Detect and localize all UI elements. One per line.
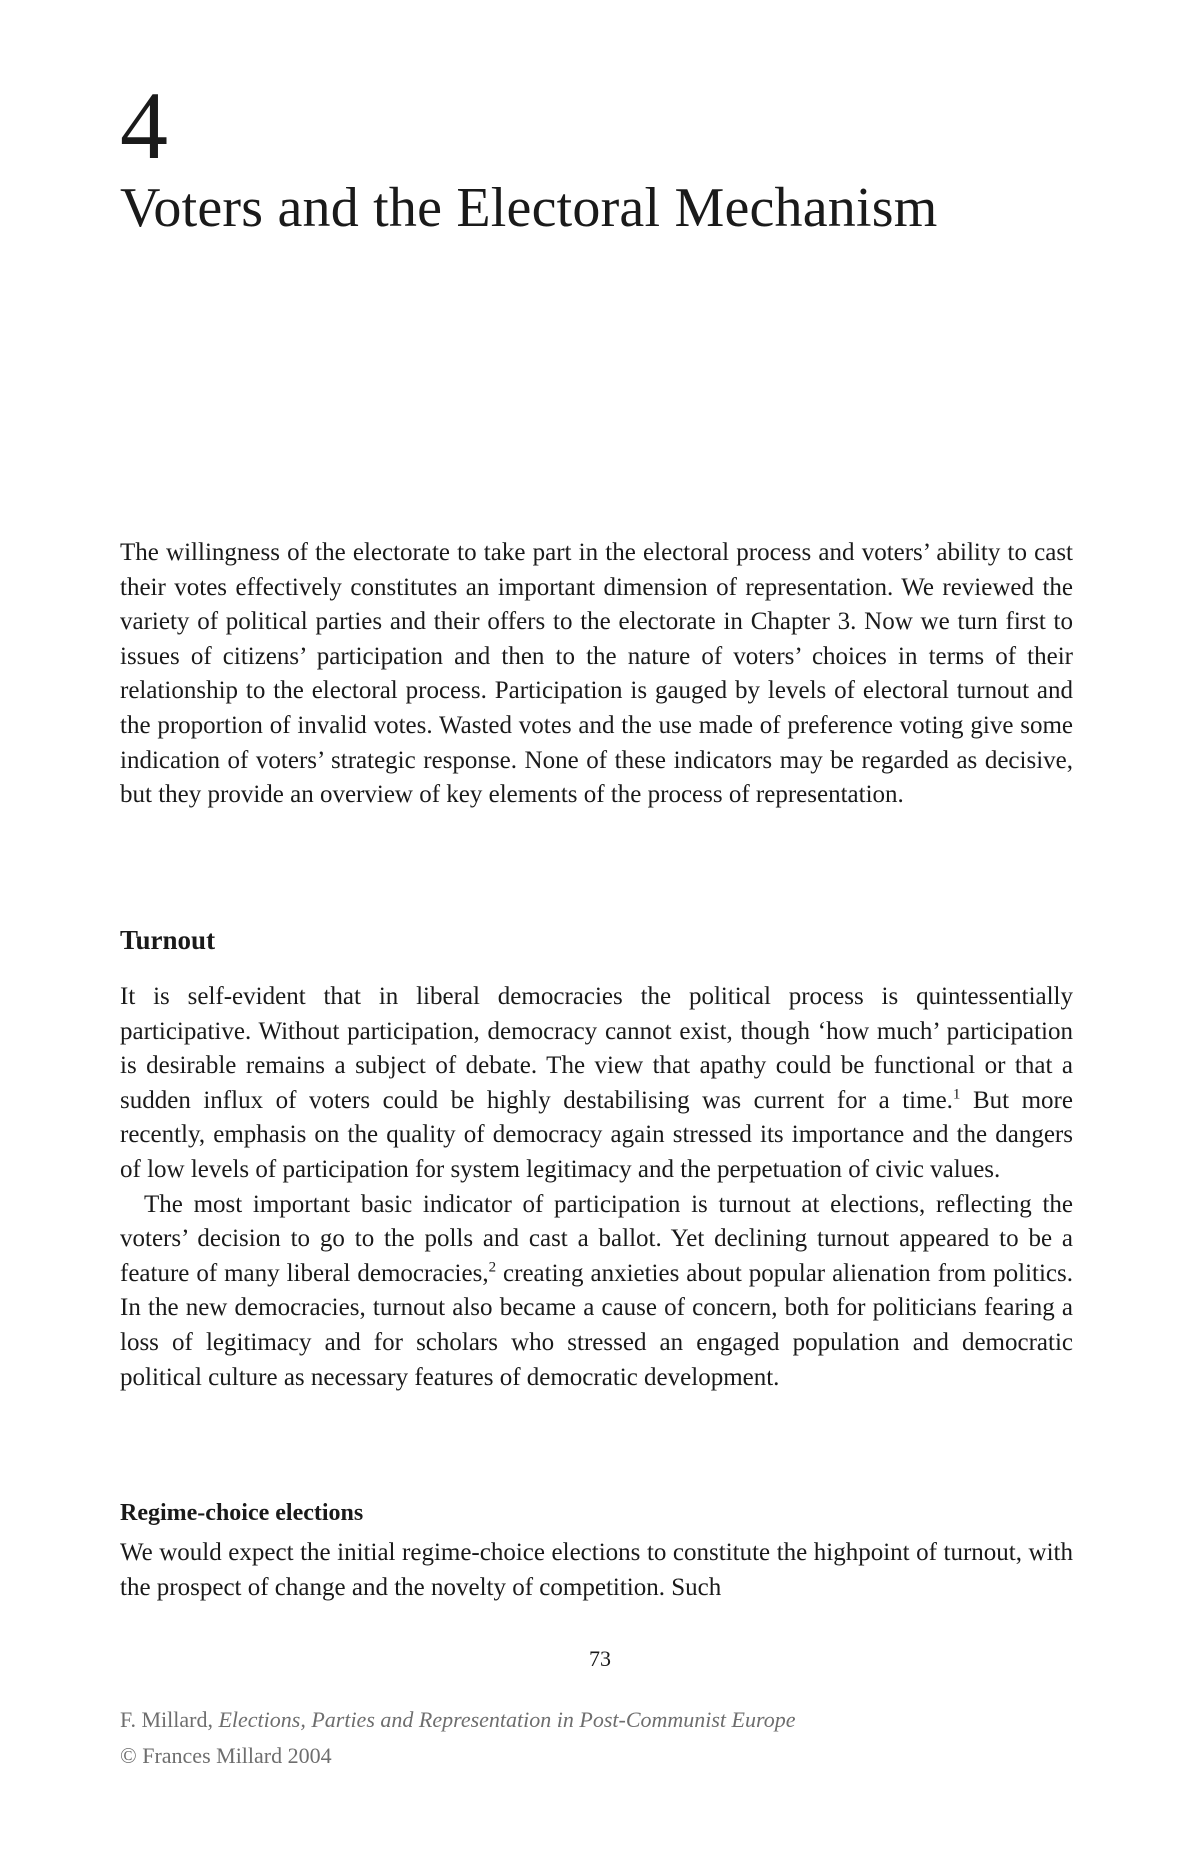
- chapter-number: 4: [120, 72, 168, 179]
- page-number: 73: [589, 1646, 611, 1671]
- turnout-heading: Turnout: [120, 925, 216, 955]
- regime-choice-section: [120, 1496, 1073, 1605]
- turnout-p2-text-a: The most important basic indicator of participation is turnout at elections, reflecting the voters’ decision to go to the polls and cast a ballot. Yet declining turnout appeared to be a feature of many liberal democracies,: [120, 1190, 1073, 1287]
- intro-section: [120, 536, 1073, 813]
- turnout-paragraph-1: [120, 980, 1073, 1188]
- footer-author: F. Millard,: [120, 1707, 219, 1732]
- turnout-p2-text-b: creating anxieties about popular alienation from politics. In the new democracies, turnout also became a cause of concern, both for politicians fearing a loss of legitimacy and for scholars who stressed an engaged population and democratic political culture as necessary features of democratic development.: [120, 1259, 1073, 1391]
- footer: [120, 1702, 796, 1774]
- regime-choice-paragraph: We would expect the initial regime-choice elections to constitute the highpoint of turnout, with the prospect of change and the novelty of competition. Such: [120, 1539, 1073, 1601]
- turnout-section: [120, 920, 1073, 1395]
- footer-citation: [120, 1702, 796, 1738]
- footnote-ref-2[interactable]: 2: [488, 1259, 497, 1276]
- intro-paragraph: The willingness of the electorate to take part in the electoral process and voters’ ability to cast their votes effectively constitutes an important dimension of representation. We reviewed the variety of political parties and their offers to the electorate in Chapter 3. Now we turn first to issues of citizens’ participation and then to the nature of voters’ choices in terms of their relationship to the electoral process. Participation is gauged by levels of electoral turnout and the proportion of invalid votes. Wasted votes and the use made of preference voting give some indication of voters’ strategic response. None of these indicators may be regarded as decisive, but they provide an overview of key elements of the process of representation.: [120, 539, 1073, 809]
- turnout-paragraph-2: [120, 1188, 1073, 1396]
- footnote-ref-1[interactable]: 1: [952, 1086, 961, 1103]
- turnout-p1-text-b: But more recently, emphasis on the quality of democracy again stressed its importance and the dangers of low levels of participation for system legitimacy and the perpetuation of civic values.: [120, 1086, 1073, 1183]
- footer-copyright: © Frances Millard 2004: [120, 1743, 332, 1768]
- regime-choice-heading: Regime-choice elections: [120, 1500, 364, 1526]
- turnout-p1-text-a: It is self-evident that in liberal democracies the political process is quintessentially participative. Without participation, democracy cannot exist, though ‘how much’ participation is desirable remains a subject of debate. The view that apathy could be functional or that a sudden influx of voters could be highly destabilising was current for a time.: [120, 983, 1073, 1114]
- footer-book-title: Elections, Parties and Representation in Post-Communist Europe: [218, 1707, 796, 1732]
- chapter-title: Voters and the Electoral Mechanism: [120, 177, 938, 239]
